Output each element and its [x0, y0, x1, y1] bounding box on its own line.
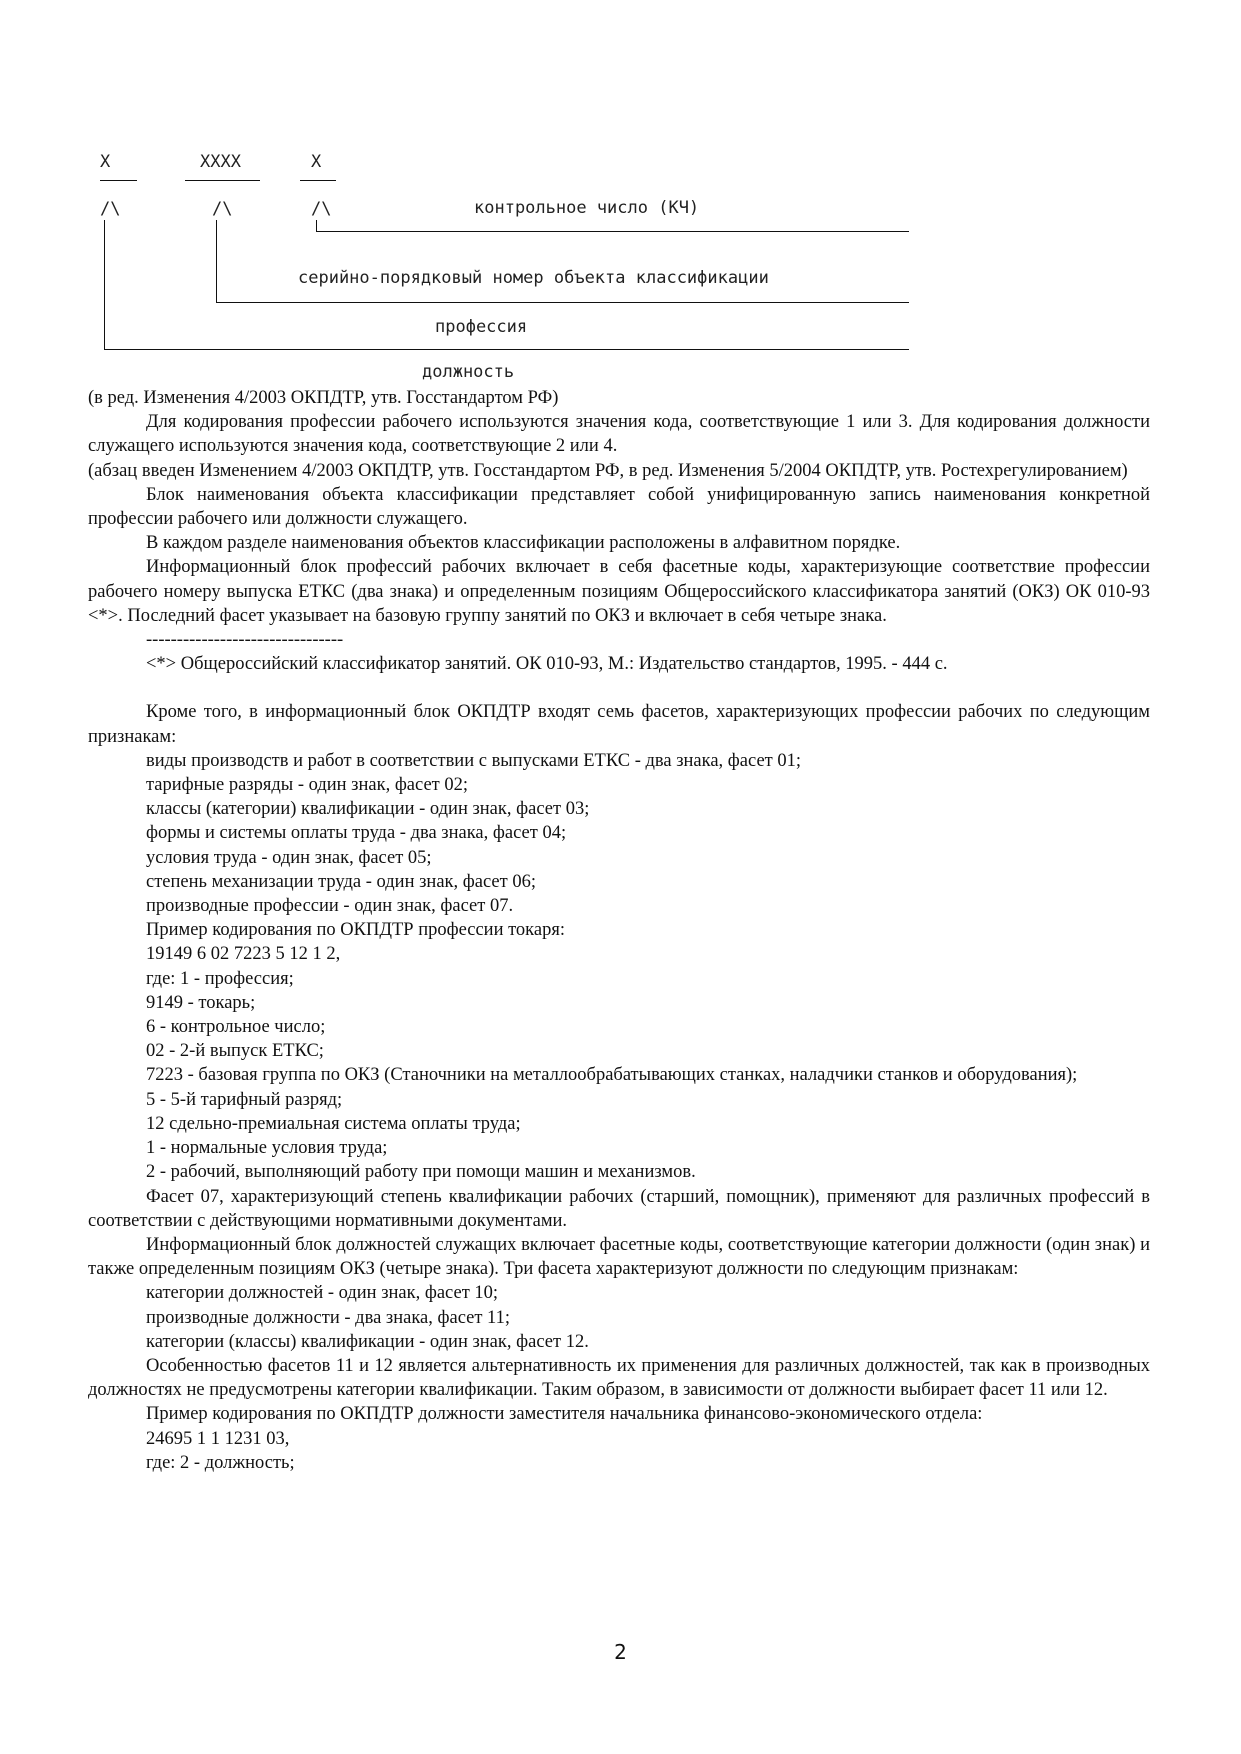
paragraph: Пример кодирования по ОКПДТР должности заместителя начальника финансово-экономического отдела:	[146, 1404, 983, 1425]
paragraph: 5 - 5-й тарифный разряд;	[146, 1089, 343, 1110]
underline-first	[100, 180, 137, 181]
paragraph: формы и системы оплаты труда - два знака, фасет 04;	[146, 823, 567, 844]
paragraph: 9149 - токарь;	[146, 992, 256, 1013]
underline-serial	[185, 180, 260, 181]
paragraph: степень механизации труда - один знак, фасет 06;	[146, 871, 536, 892]
code-part-serial: XXXX	[200, 152, 241, 172]
paragraph: Особенностью фасетов 11 и 12 является альтернативность их применения для различных должностей, так как в производных должностях не предусмотрены категории квалификации. Таким образом, в зависимости от должности выбирает фасет 11 или 12.	[88, 1355, 1150, 1401]
paragraph: В каждом разделе наименования объектов классификации расположены в алфавитном порядке.	[146, 533, 901, 554]
document-body	[88, 386, 1150, 1475]
paragraph: (в ред. Изменения 4/2003 ОКПДТР, утв. Госстандартом РФ)	[88, 388, 559, 408]
branch-line-first	[104, 220, 105, 350]
label-serial-number: серийно-порядковый номер объекта классификации	[298, 268, 769, 288]
paragraph: Блок наименования объекта классификации представляет собой унифицированную запись наименования конкретной профессии рабочего или должности служащего.	[88, 484, 1150, 530]
paragraph: производные профессии - один знак, фасет 07.	[146, 896, 514, 917]
paragraph: (абзац введен Изменением 4/2003 ОКПДТР, утв. Госстандартом РФ, в ред. Изменения 5/2004 ОКПДТР, утв. Ростехрегулированием)	[88, 460, 1128, 481]
branch-line-serial	[216, 220, 217, 303]
paragraph: Для кодирования профессии рабочего используются значения кода, соответствующие 1 или 3. Для кодирования должности служащего используются значения кода, соответствующие 2 или 4.	[88, 412, 1150, 457]
paragraph: 2 - рабочий, выполняющий работу при помощи машин и механизмов.	[146, 1162, 696, 1183]
code-part-first: X	[100, 152, 111, 172]
paragraph: 02 - 2-й выпуск ЕТКС;	[146, 1041, 324, 1062]
paragraph: Пример кодирования по ОКПДТР профессии токаря:	[146, 920, 566, 941]
paragraph: где: 2 - должность;	[146, 1452, 295, 1473]
paragraph: тарифные разряды - один знак, фасет 02;	[146, 775, 469, 796]
leader-line-first	[104, 349, 909, 350]
paragraph: условия труда - один знак, фасет 05;	[146, 847, 432, 868]
leader-line-serial	[216, 302, 909, 303]
paragraph: классы (категории) квалификации - один знак, фасет 03;	[146, 799, 590, 820]
paragraph: Фасет 07, характеризующий степень квалификации рабочих (старший, помощник), применяют для различных профессий в соответствии с действующими нормативными документами.	[88, 1186, 1150, 1231]
paragraph: 24695 1 1 1231 03,	[146, 1428, 290, 1449]
arrow-mark-serial: /\	[212, 199, 233, 219]
paragraph: где: 1 - профессия;	[146, 968, 294, 989]
paragraph: 6 - контрольное число;	[146, 1017, 326, 1038]
paragraph: производные должности - два знака, фасет 11;	[146, 1307, 511, 1328]
paragraph: Информационный блок профессий рабочих включает в себя фасетные коды, характеризующие соответствие профессии рабочего номеру выпуска ЕТКС (два знака) и определенным позициям Общероссийского классификатора занятий (ОКЗ) ОК 010-93 <*>. Последний фасет указывает на базовую группу занятий по ОКЗ и включает в себя четыре знака.	[88, 557, 1150, 626]
paragraph: 12 сдельно-премиальная система оплаты труда;	[146, 1113, 521, 1134]
paragraph: 19149 6 02 7223 5 12 1 2,	[146, 944, 341, 965]
paragraph: Кроме того, в информационный блок ОКПДТР входят семь фасетов, характеризующих профессии рабочих по следующим признакам:	[88, 702, 1150, 747]
label-profession: профессия	[435, 317, 528, 337]
paragraph: 7223 - базовая группа по ОКЗ (Станочники на металлообрабатывающих станках, наладчики станков и оборудования);	[146, 1065, 1078, 1086]
code-part-check: X	[311, 152, 322, 172]
paragraph: категории должностей - один знак, фасет 10;	[146, 1283, 499, 1304]
label-position: должность	[422, 362, 515, 382]
arrow-mark-first: /\	[100, 199, 121, 219]
page-number: 2	[614, 1640, 627, 1664]
paragraph: категории (классы) квалификации - один знак, фасет 12.	[146, 1331, 589, 1352]
paragraph: виды производств и работ в соответствии с выпусками ЕТКС - два знака, фасет 01;	[146, 750, 802, 771]
underline-check	[300, 180, 336, 181]
label-control-number: контрольное число (КЧ)	[474, 198, 700, 218]
code-structure-diagram	[0, 0, 1241, 390]
paragraph: <*> Общероссийский классификатор занятий. ОК 010-93, М.: Издательство стандартов, 1995. - 444 с.	[146, 654, 948, 675]
arrow-mark-check: /\	[311, 199, 332, 219]
paragraph: --------------------------------	[146, 630, 344, 651]
paragraph: Информационный блок должностей служащих включает фасетные коды, соответствующие категории должности (один знак) и также определенным позициям ОКЗ (четыре знака). Три фасета характеризуют должности по следующим признакам:	[88, 1234, 1150, 1280]
leader-line-check	[316, 231, 909, 232]
paragraph: 1 - нормальные условия труда;	[146, 1138, 388, 1159]
paragraph-spacer	[88, 676, 1150, 700]
